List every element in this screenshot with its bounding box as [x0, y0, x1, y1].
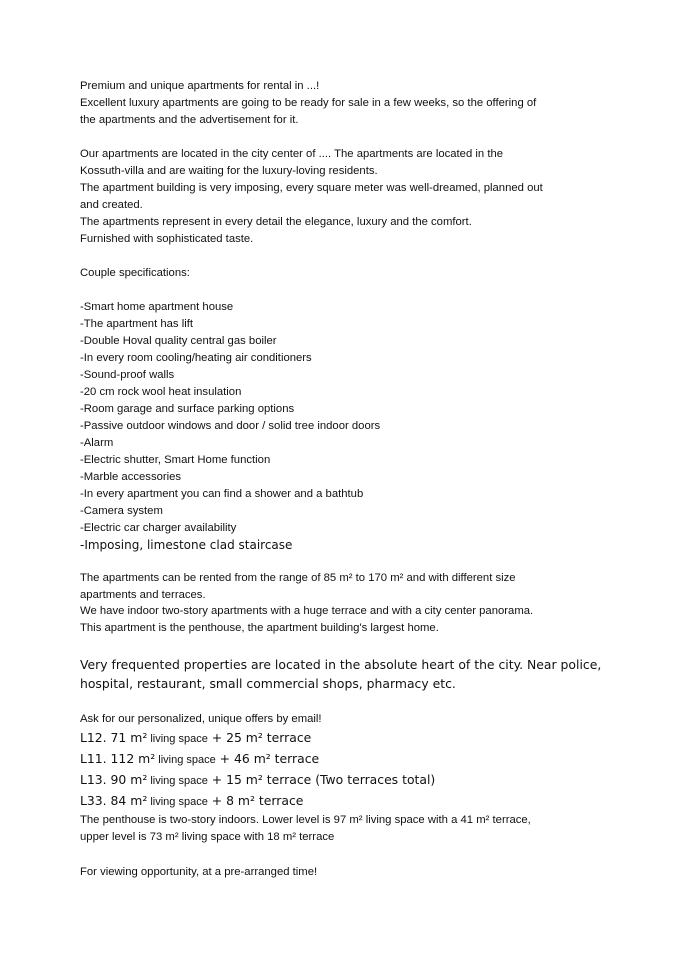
intro-line: the apartments and the advertisement for it.: [80, 114, 299, 126]
spec-item: -20 cm rock wool heat insulation: [80, 386, 242, 398]
document-page: [80, 78, 660, 881]
spec-item: -Smart home apartment house: [80, 301, 234, 313]
rental-line: apartments and terraces.: [80, 589, 206, 601]
unit-terrace: + 46 m² terrace: [215, 751, 320, 766]
penthouse-line: upper level is 73 m² living space with 18 m² terrace: [80, 831, 335, 843]
spec-item: -Electric shutter, Smart Home function: [80, 454, 271, 466]
penthouse-line: The penthouse is two-story indoors. Lower level is 97 m² living space with a 41 m² terrace,: [80, 814, 531, 826]
spec-item: -The apartment has lift: [80, 318, 194, 330]
location-line: Furnished with sophisticated taste.: [80, 233, 254, 245]
spec-item: -Camera system: [80, 505, 163, 517]
rental-line: The apartments can be rented from the range of 85 m² to 170 m² and with different size: [80, 572, 516, 584]
spec-item: -Double Hoval quality central gas boiler: [80, 335, 277, 347]
rental-line: This apartment is the penthouse, the apartment building's largest home.: [80, 622, 439, 634]
location-line: Our apartments are located in the city center of .... The apartments are located in the: [80, 148, 504, 160]
unit-living: living space: [147, 775, 208, 787]
location-line: The apartments represent in every detail the elegance, luxury and the comfort.: [80, 216, 472, 228]
unit-terrace: + 25 m² terrace: [207, 730, 312, 745]
unit-line: [80, 728, 660, 749]
unit-line: [80, 770, 660, 791]
rental-line: We have indoor two-story apartments with a huge terrace and with a city center panorama.: [80, 605, 534, 617]
location-line: The apartment building is very imposing, every square meter was well-dreamed, planned out: [80, 182, 543, 194]
spec-item: -Alarm: [80, 437, 114, 449]
spec-item: -Room garage and surface parking options: [80, 403, 295, 415]
specs-list: [80, 299, 660, 554]
spec-item: -Passive outdoor windows and door / solid tree indoor doors: [80, 420, 381, 432]
unit-code: L12. 71 m²: [80, 730, 148, 745]
closing-line: For viewing opportunity, at a pre-arranged time!: [80, 866, 318, 878]
unit-code: L11. 112 m²: [80, 751, 156, 766]
spec-item: -Electric car charger availability: [80, 522, 237, 534]
spec-item: -In every room cooling/heating air conditioners: [80, 352, 312, 364]
offers-ask: Ask for our personalized, unique offers by email!: [80, 713, 322, 725]
unit-line: [80, 749, 660, 770]
unit-code: L33. 84 m²: [80, 793, 148, 808]
spec-item: -Imposing, limestone clad staircase: [80, 538, 293, 552]
area-line: Very frequented properties are located in the absolute heart of the city. Near police,: [80, 657, 602, 672]
unit-living: living space: [155, 754, 216, 766]
unit-code: L13. 90 m²: [80, 772, 148, 787]
area-line: hospital, restaurant, small commercial shops, pharmacy etc.: [80, 676, 456, 691]
unit-line: [80, 791, 660, 812]
spec-item: -Marble accessories: [80, 471, 182, 483]
unit-terrace: + 15 m² terrace (Two terraces total): [207, 772, 436, 787]
spec-item: -In every apartment you can find a shower and a bathtub: [80, 488, 364, 500]
intro-headline: Premium and unique apartments for rental in ...!: [80, 80, 320, 92]
spec-item: -Sound-proof walls: [80, 369, 175, 381]
unit-living: living space: [147, 733, 208, 745]
location-line: and created.: [80, 199, 143, 211]
unit-living: living space: [147, 796, 208, 808]
intro-line: Excellent luxury apartments are going to be ready for sale in a few weeks, so the offering of: [80, 97, 537, 109]
location-line: Kossuth-villa and are waiting for the luxury-loving residents.: [80, 165, 378, 177]
specs-heading: Couple specifications:: [80, 267, 190, 279]
unit-terrace: + 8 m² terrace: [207, 793, 304, 808]
